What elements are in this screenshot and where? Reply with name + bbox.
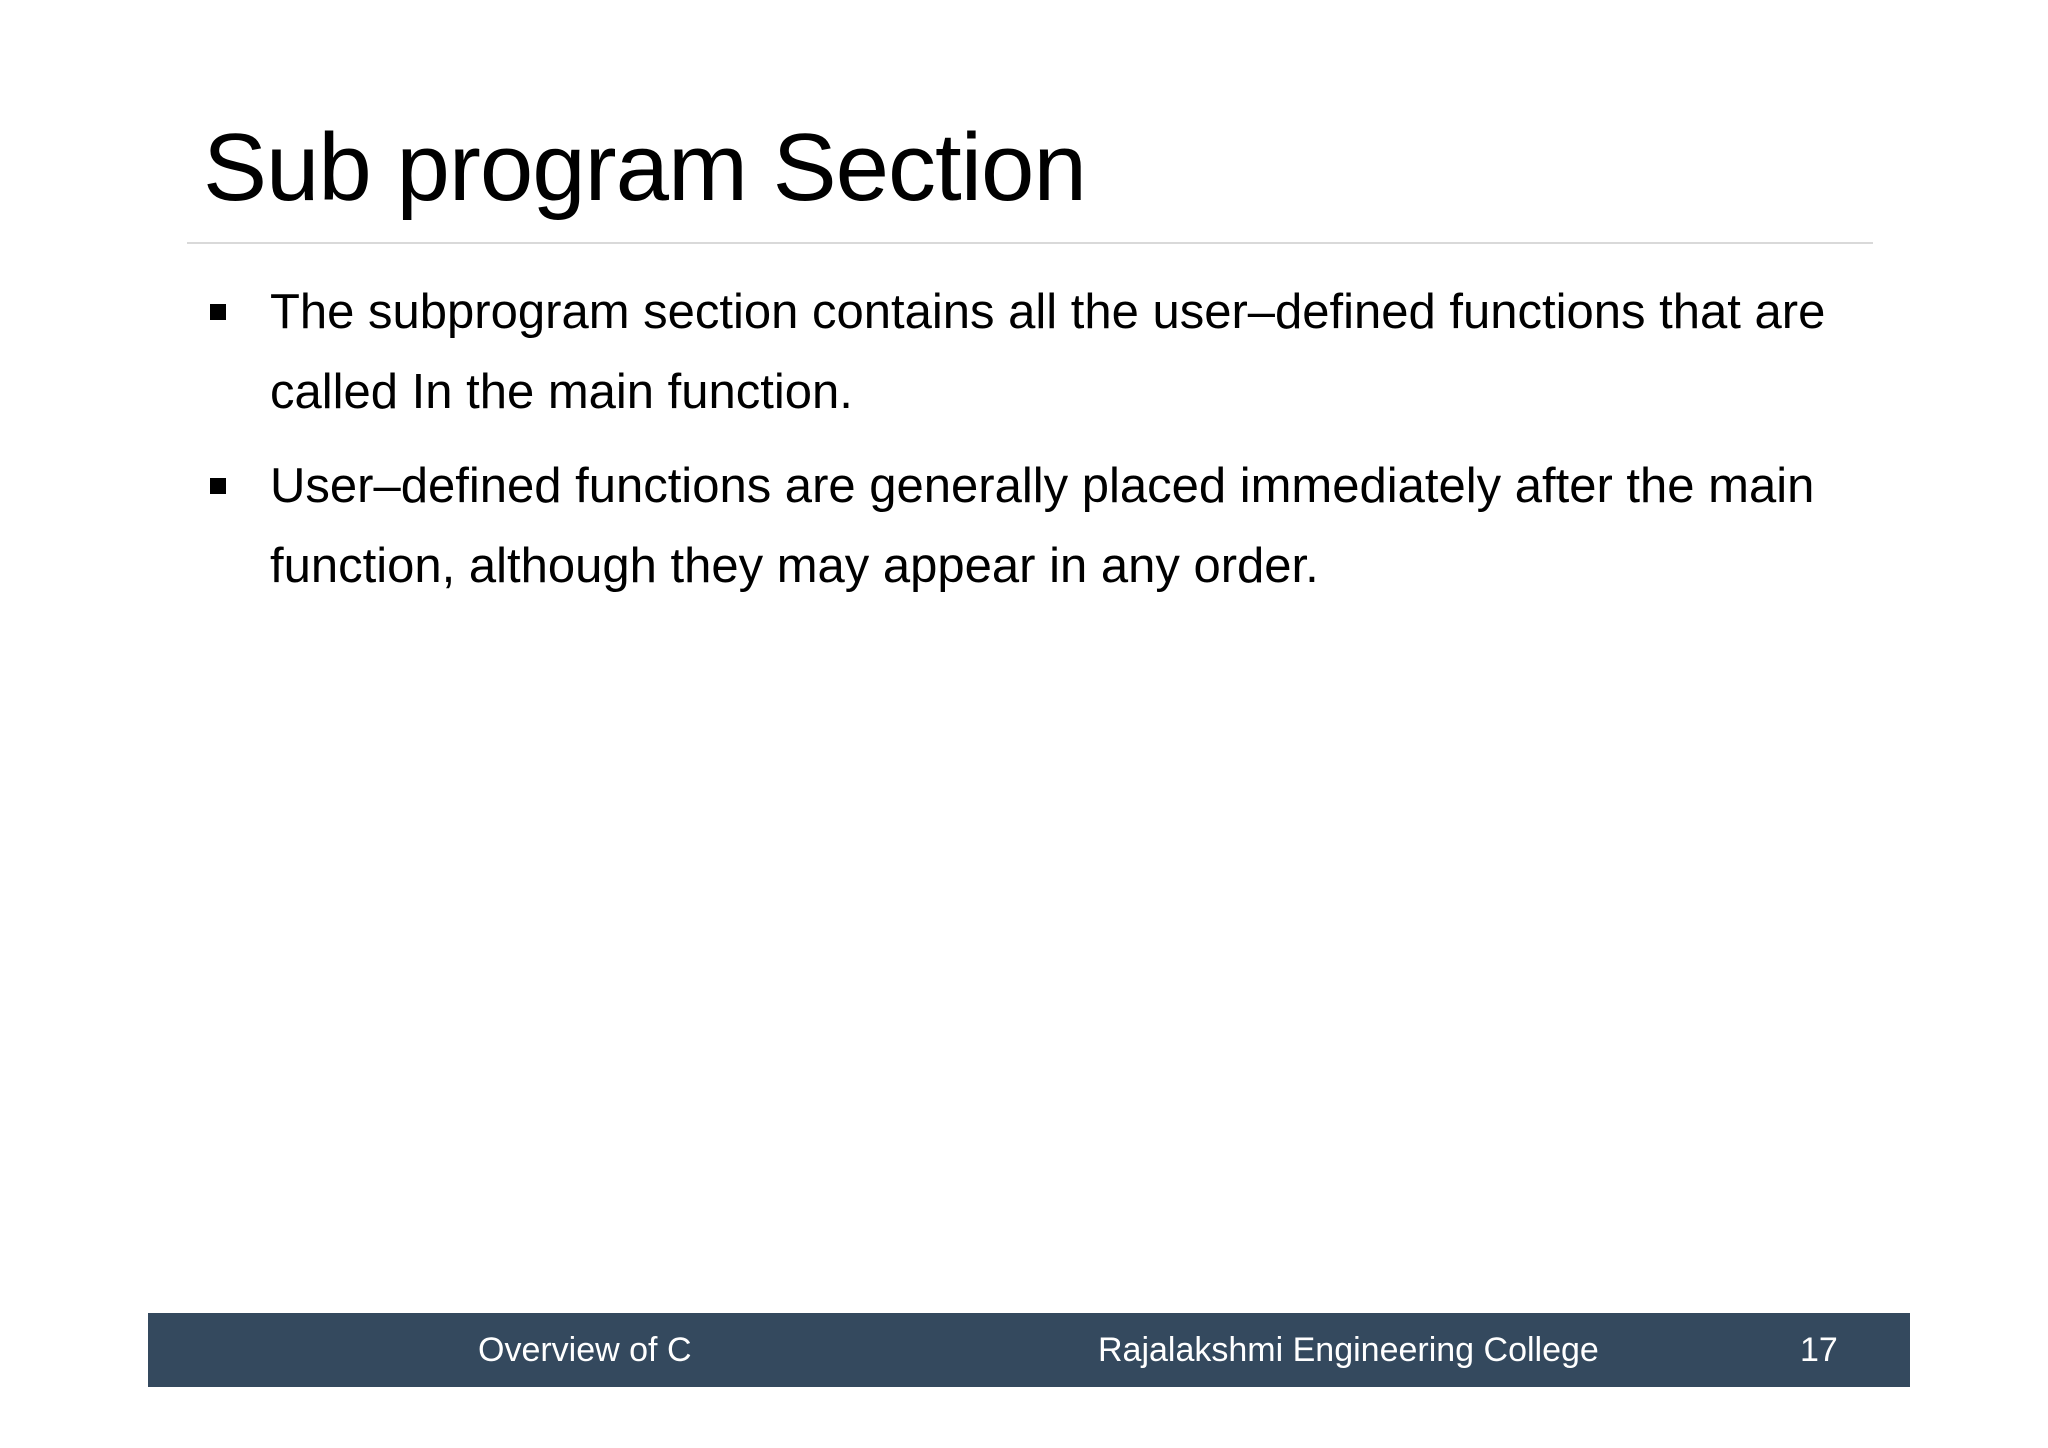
square-bullet-icon bbox=[210, 304, 226, 320]
slide-title: Sub program Section bbox=[203, 114, 1086, 221]
square-bullet-icon bbox=[210, 478, 226, 494]
slide-footer bbox=[148, 1313, 1910, 1387]
footer-topic: Overview of C bbox=[478, 1331, 692, 1369]
bullet-text: User–defined functions are generally placed immediately after the main function, although they may appear in any order. bbox=[270, 459, 1815, 593]
page-number: 17 bbox=[1800, 1331, 1838, 1369]
bullet-item bbox=[200, 272, 1880, 432]
bullet-text: The subprogram section contains all the user–defined functions that are called In the main function. bbox=[270, 285, 1826, 419]
bullet-list bbox=[200, 272, 1880, 620]
footer-institution: Rajalakshmi Engineering College bbox=[1098, 1331, 1599, 1369]
bullet-item bbox=[200, 446, 1880, 606]
title-divider bbox=[187, 242, 1873, 244]
